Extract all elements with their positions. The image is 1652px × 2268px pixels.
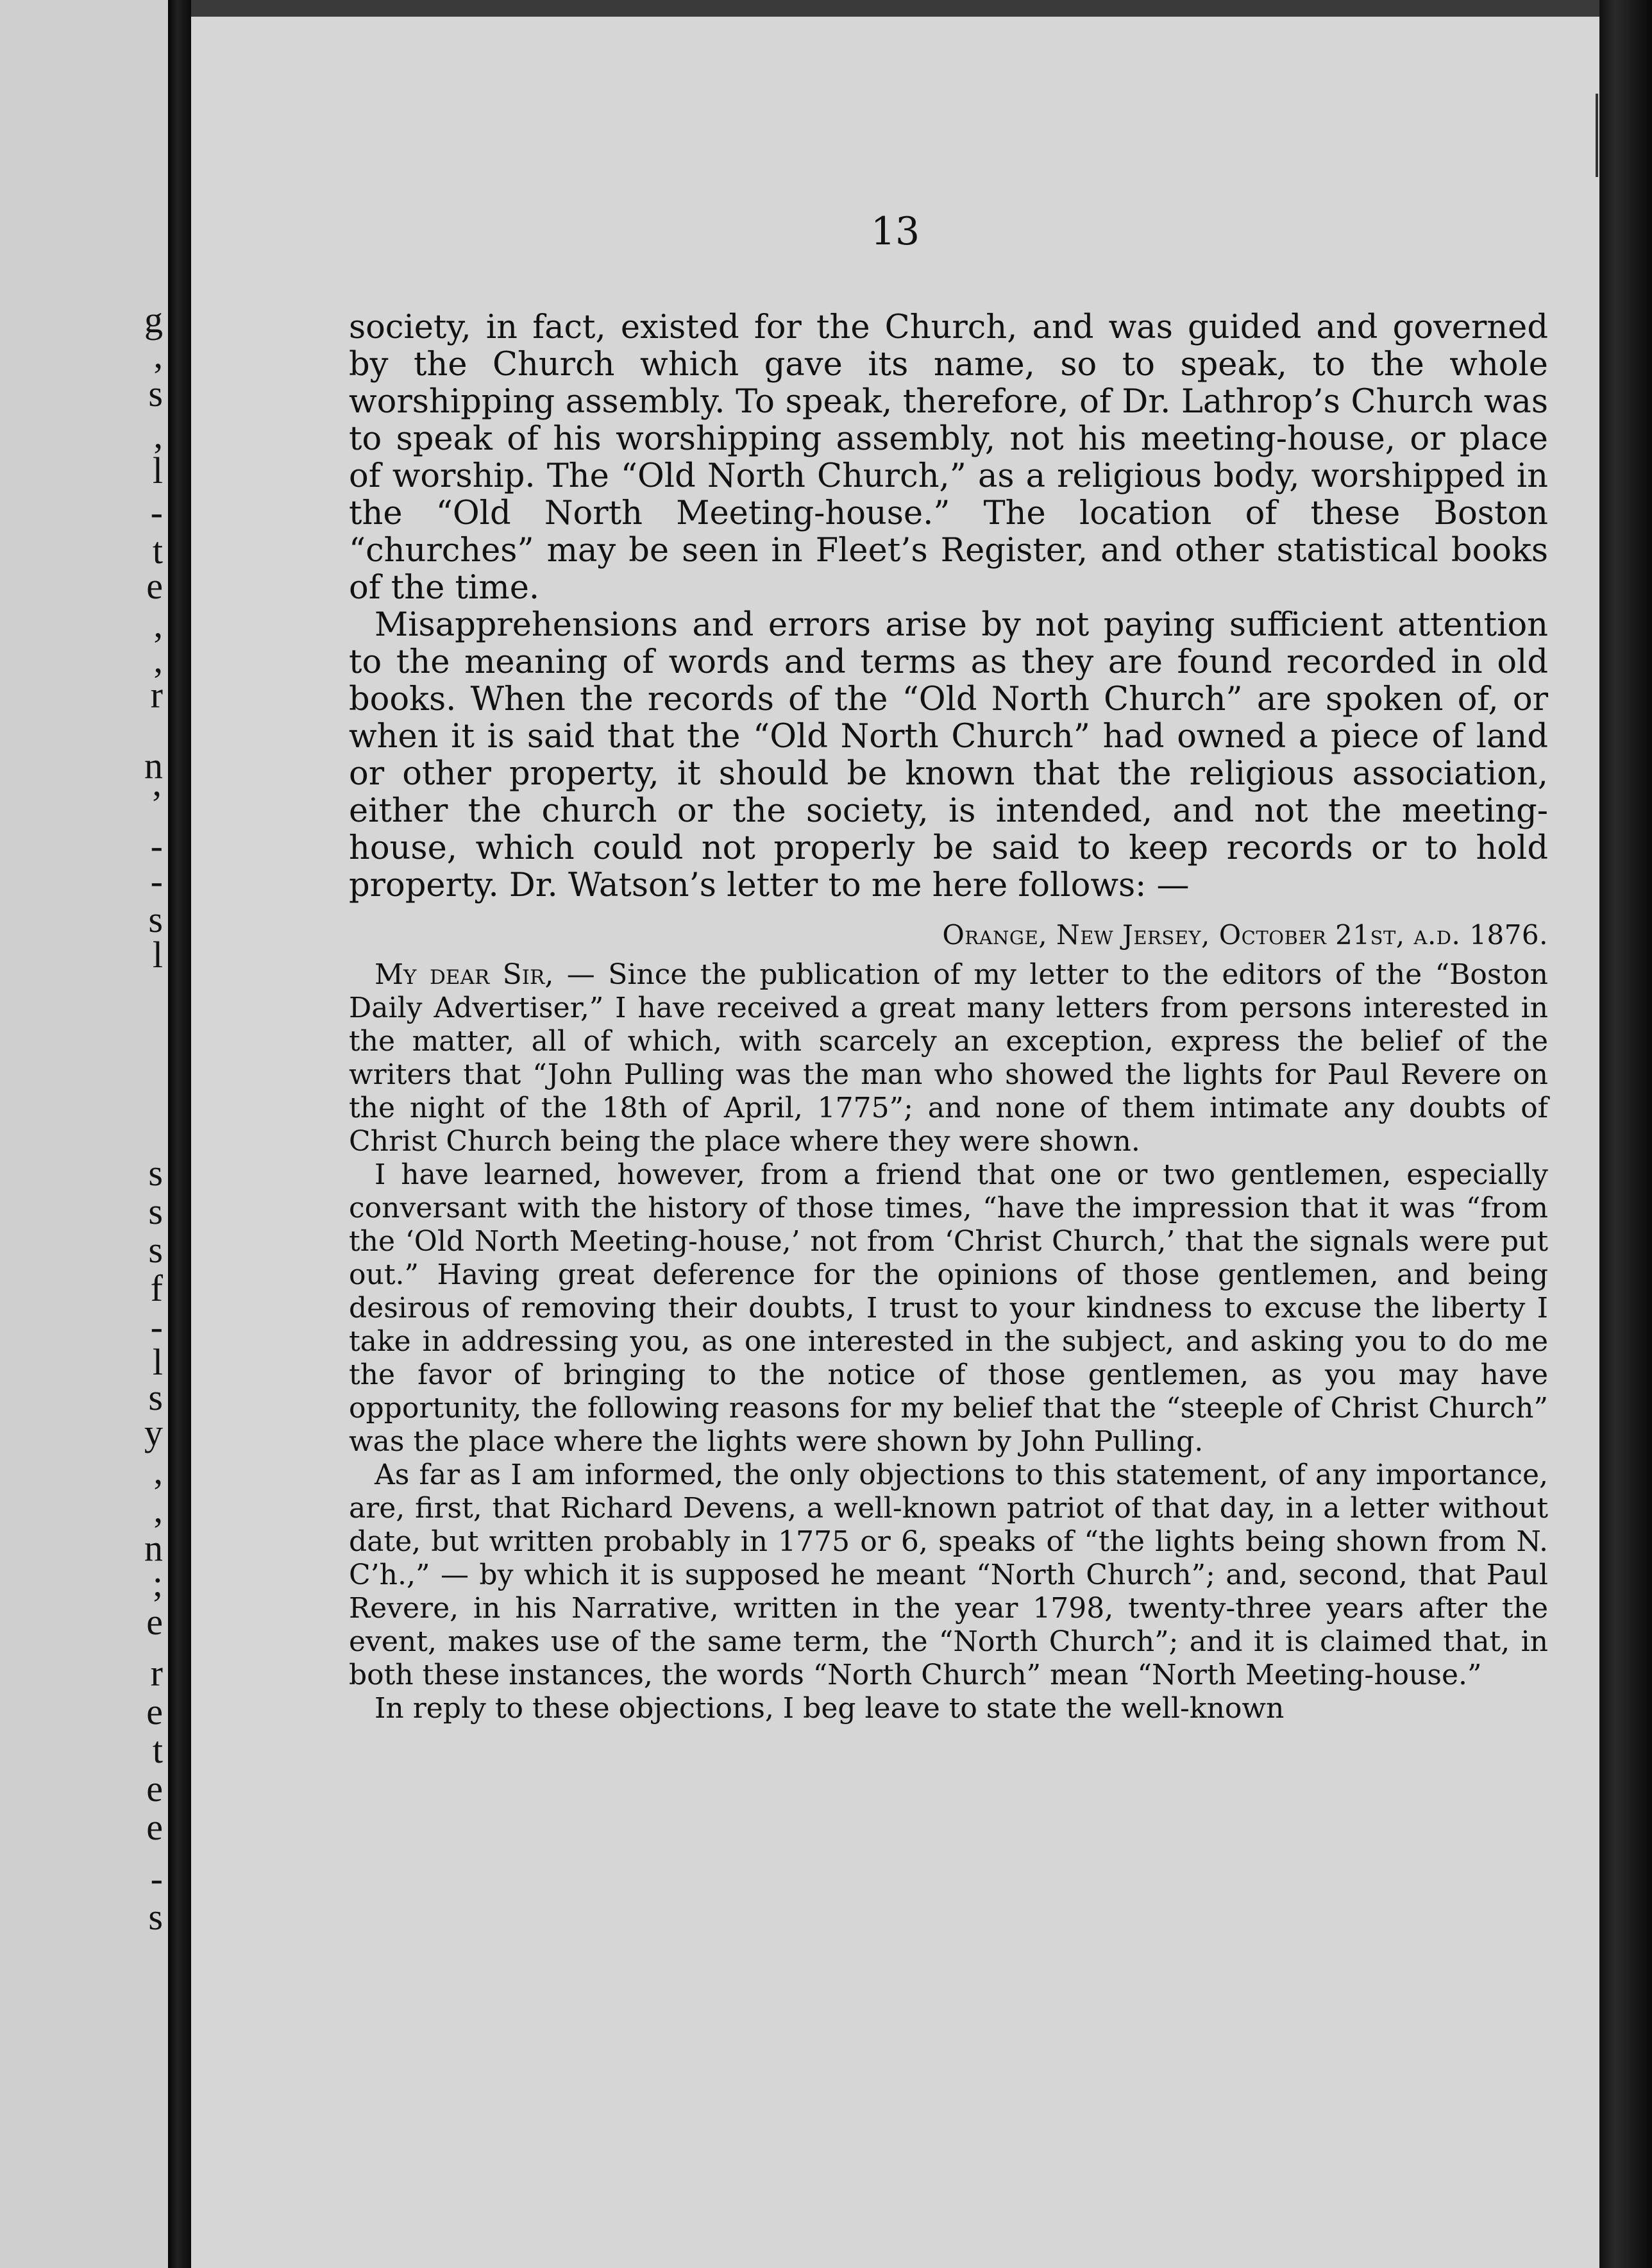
page-number: 13 — [870, 209, 920, 254]
letter-paragraph-1 — [349, 958, 1548, 1158]
facing-page-fragment: - — [150, 491, 163, 533]
book-gutter — [168, 0, 191, 2268]
body-text — [349, 309, 1548, 1725]
facing-page-fragment: s — [148, 1152, 163, 1194]
letter-paragraph-2: I have learned, however, from a friend that one or two gentlemen, especially conversant with the history of those times, “have the impression that it was “from the ‘Old North Meeting-house,’ not from ‘Christ Church,’ that the signals were put out.” Having great deference for the opinions of those gentlemen, and being desirous of removing their doubts, I trust to your kindness to excuse the liberty I take in addressing you, as one interested in the subject, and asking you to do me the favor of bringing to the notice of those gentlemen, as you may have opportunity, the following reasons for my belief that the “steeple of Christ Church” was the place where the lights were shown by John Pulling. — [349, 1158, 1548, 1458]
facing-page-fragment: - — [150, 1306, 163, 1348]
facing-page-fragment: f — [150, 1267, 163, 1309]
facing-page-fragment: s — [148, 373, 163, 414]
facing-page-fragment: - — [150, 860, 163, 902]
letter-dateline: Orange, New Jersey, October 21st, a.d. 1876. — [942, 919, 1548, 951]
facing-page-edge — [0, 0, 168, 2268]
facing-page-fragment: e — [146, 565, 163, 607]
facing-page-fragment: e — [146, 1806, 163, 1848]
facing-page-fragment: ’ — [150, 783, 163, 825]
facing-page-fragment: s — [148, 1229, 163, 1271]
facing-page-fragment: , — [153, 334, 163, 376]
facing-page-fragment: n — [144, 745, 163, 786]
facing-page-fragment: l — [152, 934, 163, 976]
facing-page-fragment: s — [148, 899, 163, 940]
facing-page-fragment: g — [144, 299, 163, 341]
facing-page-fragment: e — [146, 1691, 163, 1732]
facing-page-fragment: r — [150, 674, 163, 716]
letter-paragraph-4: In reply to these objections, I beg leave to state the well-known — [375, 1692, 1285, 1725]
facing-page-fragment: e — [146, 1768, 163, 1809]
facing-page-fragment: - — [150, 1858, 163, 1899]
letter-salutation: My dear Sir, — [375, 958, 554, 991]
facing-page-fragment: , — [153, 414, 163, 456]
paragraph-2: Misapprehensions and errors arise by not paying sufficient attention to the meaning of words and terms as they are found recorded in old books. When the records of the “Old North Church” are spoken of, or when it is said that the “Old North Church” had owned a piece of land or other property, it should be known that the religious association, either the church or the society, is intended, and not the meeting-house, which could not properly be said to keep records or to hold property. Dr. Watson’s letter to me here follows: — — [349, 606, 1548, 904]
facing-page-fragment: e — [146, 1601, 163, 1643]
facing-page-fragment: s — [148, 1376, 163, 1418]
facing-page-fragment: - — [150, 825, 163, 867]
facing-page-fragment: y — [144, 1412, 163, 1453]
right-page-edge — [1599, 0, 1652, 2268]
facing-page-fragment: l — [152, 450, 163, 491]
facing-page-fragment: r — [150, 1652, 163, 1694]
facing-page-fragment: ; — [152, 1562, 163, 1604]
facing-page-fragment: n — [144, 1527, 163, 1569]
paragraph-1: society, in fact, existed for the Church, and was guided and governed by the Church which gave its name, so to speak, to the whole worshipping assembly. To speak, therefore, of Dr. Lathrop’s Church was to speak of his worshipping assembly, not his meeting-house, or place of worship. The “Old North Church,” as a religious body, worshipped in the “Old North Meeting-house.” The location of these Boston “churches” may be seen in Fleet’s Register, and other statistical books of the time. — [349, 309, 1548, 607]
letter — [349, 916, 1548, 1725]
facing-page-fragment: , — [153, 639, 163, 681]
facing-page-fragment: t — [152, 530, 163, 571]
facing-page-fragment: s — [148, 1190, 163, 1232]
book-page — [191, 17, 1599, 2268]
facing-page-fragment: , — [153, 604, 163, 645]
facing-page-fragment: t — [152, 1729, 163, 1771]
facing-page-fragment: l — [152, 1341, 163, 1383]
facing-page-fragment: , — [153, 1489, 163, 1530]
letter-paragraph-3: As far as I am informed, the only objections to this statement, of any importance, are, first, that Richard Devens, a well-known patriot of that day, in a letter without date, but written probably in 1775 or 6, speaks of “the lights being shown from N. C’h.,” — by which it is supposed he meant “North Church”; and, second, that Paul Revere, in his Narrative, written in the year 1798, twenty-three years after the event, makes use of the same term, the “North Church”; and it is claimed that, in both these instances, the words “North Church” mean “North Meeting-house.” — [349, 1459, 1548, 1691]
facing-page-fragment: , — [153, 1450, 163, 1492]
facing-page-fragment: s — [148, 1896, 163, 1938]
letter-paragraph-1-text: — Since the publication of my letter to the editors of the “Boston Daily Advertiser,” I have received a great many letters from persons interested in the matter, all of which, with scarcely an exception, express the belief of the writers that “John Pulling was the man who showed the lights for Paul Revere on the night of the 18th of April, 1775”; and none of them intimate any doubts of Christ Church being the place where they were shown. — [349, 958, 1549, 1158]
